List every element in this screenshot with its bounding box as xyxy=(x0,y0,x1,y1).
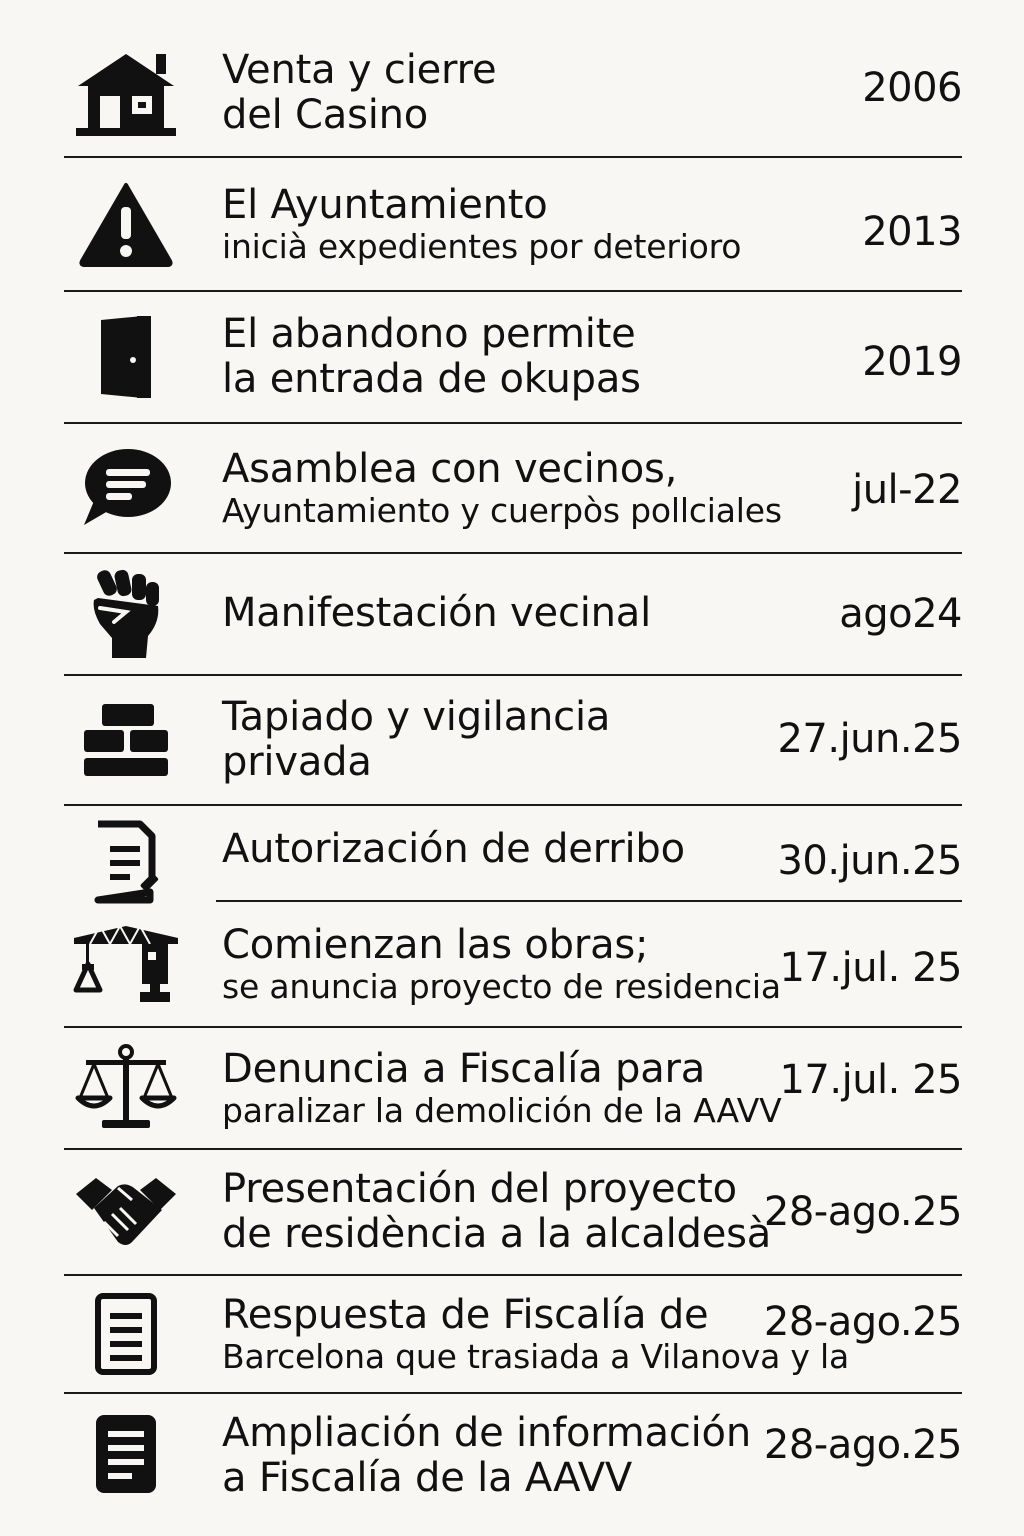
entry-title-line: privada xyxy=(222,739,372,785)
entry-date: 17.jul. 25 xyxy=(779,945,962,991)
entry-title-line: a Fiscalía de la AAVV xyxy=(222,1455,633,1501)
entry-title-line: El Ayuntamiento xyxy=(222,181,548,228)
entry-date: 30.jun.25 xyxy=(777,838,962,884)
entry-title-line: la entrada de okupas xyxy=(222,356,641,402)
entry-date: 28-ago.25 xyxy=(763,1422,962,1468)
timeline-entry xyxy=(0,1394,1024,1514)
entry-title-line: Tapiado y vigilancia xyxy=(222,693,611,740)
raised-fist-icon xyxy=(70,554,182,674)
entry-date: ago24 xyxy=(839,591,962,637)
entry-date: 27.jun.25 xyxy=(777,716,962,762)
entry-date: jul-22 xyxy=(852,467,962,513)
entry-title-line: Asamblea con vecinos, xyxy=(222,445,678,492)
house-icon xyxy=(70,30,182,156)
timeline-entry xyxy=(0,554,1024,674)
warning-icon xyxy=(70,158,182,290)
entry-subtitle-line: inicià expedientes por deterioro xyxy=(222,226,742,266)
timeline-entry xyxy=(0,1150,1024,1274)
entry-date: 28-ago.25 xyxy=(763,1299,962,1345)
timeline-entry xyxy=(0,30,1024,156)
door-icon xyxy=(70,292,182,422)
entry-subtitle-line: Ayuntamiento y cuerpòs pollciales xyxy=(222,490,782,530)
crane-icon xyxy=(70,902,182,1026)
entry-title-line: Autorización de derribo xyxy=(222,826,685,873)
entry-title-line: Denuncia a Fiscalía para xyxy=(222,1045,706,1092)
entry-subtitle-line: se anuncia proyecto de residencia xyxy=(222,966,781,1006)
entry-title-line: Presentación del proyecto xyxy=(222,1165,737,1212)
timeline-entry xyxy=(0,1028,1024,1148)
timeline-entry xyxy=(0,902,1024,1026)
entry-title-line: Comienzan las obras; xyxy=(222,921,649,968)
entry-title-line: Ampliación de información xyxy=(222,1409,751,1456)
timeline-entry xyxy=(0,676,1024,804)
timeline-entry xyxy=(0,158,1024,290)
entry-date: 2019 xyxy=(862,339,962,385)
handshake-icon xyxy=(70,1150,182,1274)
entry-date: 28-ago.25 xyxy=(763,1189,962,1235)
timeline-entry xyxy=(0,292,1024,422)
entry-title-line: Respuesta de Fiscalía de xyxy=(222,1291,709,1338)
document-icon xyxy=(70,1276,182,1392)
entry-date: 2006 xyxy=(862,65,962,111)
entry-title-line: Manifestación vecinal xyxy=(222,590,652,637)
scales-icon xyxy=(70,1028,182,1148)
entry-subtitle-line: paralizar la demolición de la AAVV xyxy=(222,1090,782,1130)
entry-date: 2013 xyxy=(862,209,962,255)
entry-date: 17.jul. 25 xyxy=(779,1057,962,1103)
entry-title-line: del Casino xyxy=(222,92,429,138)
bricks-icon xyxy=(70,676,182,804)
timeline-entry xyxy=(0,424,1024,552)
filled-document-icon xyxy=(70,1394,182,1514)
entry-title-line: de residència a la alcaldesà xyxy=(222,1211,772,1257)
entry-subtitle-line: Barcelona que trasiada a Vilanova y la xyxy=(222,1336,850,1376)
document-pen-icon xyxy=(70,812,182,912)
speech-bubble-icon xyxy=(70,424,182,552)
entry-title-line: Venta y cierre xyxy=(222,46,497,93)
entry-title-line: El abandono permite xyxy=(222,310,636,357)
timeline-entry xyxy=(0,1276,1024,1392)
timeline-entry xyxy=(0,806,1024,900)
